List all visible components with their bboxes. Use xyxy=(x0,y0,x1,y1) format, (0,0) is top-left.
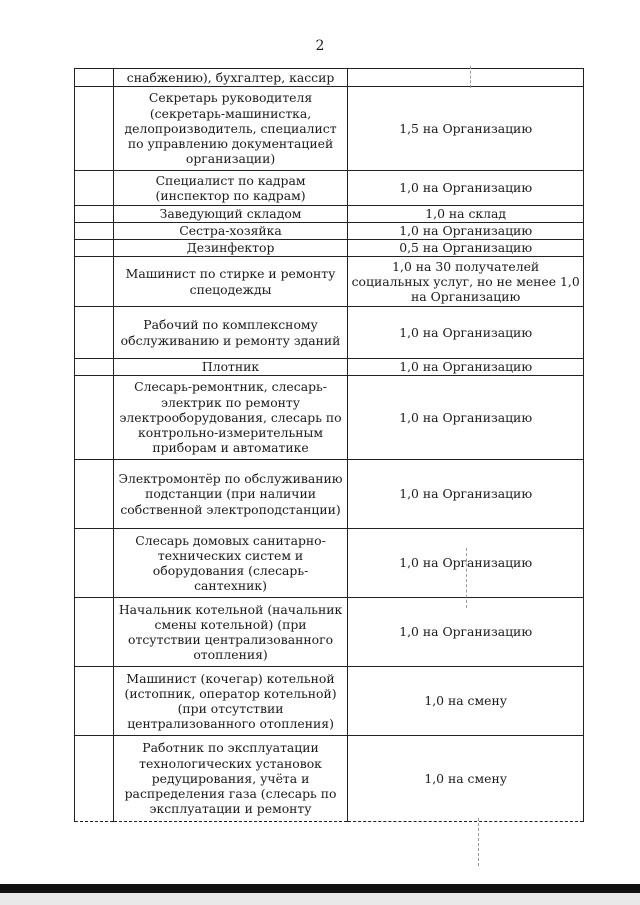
norm-cell: 1,0 на смену xyxy=(348,667,584,736)
position-cell: Слесарь-ремонтник, слесарь-электрик по ремонту электрооборудования, слесарь по контрольно-измерительным приборам и автоматике xyxy=(113,376,348,460)
row-number-cell xyxy=(75,257,114,307)
row-number-cell xyxy=(75,529,114,598)
norm-cell xyxy=(348,69,584,87)
position-cell: Слесарь домовых санитарно-технических систем и оборудования (слесарь-сантехник) xyxy=(113,529,348,598)
scan-edge-bar xyxy=(0,884,640,893)
table-row xyxy=(75,667,584,736)
table-row xyxy=(75,206,584,223)
position-cell: Плотник xyxy=(113,359,348,376)
norm-cell: 1,0 на 30 получателей социальных услуг, но не менее 1,0 на Организацию xyxy=(348,257,584,307)
norm-cell: 1,0 на Организацию xyxy=(348,307,584,359)
table-row xyxy=(75,307,584,359)
row-number-cell xyxy=(75,460,114,529)
position-cell: Секретарь руководителя (секретарь-машинистка, делопроизводитель, специалист по управлению документацией организации) xyxy=(113,87,348,171)
position-cell: Специалист по кадрам (инспектор по кадрам) xyxy=(113,171,348,206)
table-row xyxy=(75,171,584,206)
scan-artifact-line xyxy=(466,548,467,608)
norm-cell: 1,0 на Организацию xyxy=(348,171,584,206)
norm-cell: 1,0 на Организацию xyxy=(348,598,584,667)
scan-artifact-line xyxy=(470,66,471,88)
position-cell: снабжению), бухгалтер, кассир xyxy=(113,69,348,87)
position-cell: Заведующий складом xyxy=(113,206,348,223)
scan-artifact-line xyxy=(478,818,479,866)
page-number: 2 xyxy=(315,38,325,54)
position-cell: Работник по эксплуатации технологических установок редуцирования, учёта и распределения газа (слесарь по эксплуатации и ремонту xyxy=(113,736,348,822)
table-row xyxy=(75,359,584,376)
norm-cell: 1,5 на Организацию xyxy=(348,87,584,171)
position-cell: Дезинфектор xyxy=(113,240,348,257)
table-row xyxy=(75,460,584,529)
position-cell: Начальник котельной (начальник смены котельной) (при отсутствии централизованного отопления) xyxy=(113,598,348,667)
row-number-cell xyxy=(75,376,114,460)
row-number-cell xyxy=(75,171,114,206)
staffing-norms-table xyxy=(74,68,584,822)
table-row xyxy=(75,69,584,87)
norm-cell: 1,0 на Организацию xyxy=(348,529,584,598)
scan-edge-shadow xyxy=(0,893,640,905)
row-number-cell xyxy=(75,69,114,87)
position-cell: Сестра-хозяйка xyxy=(113,223,348,240)
row-number-cell xyxy=(75,87,114,171)
norm-cell: 1,0 на склад xyxy=(348,206,584,223)
row-number-cell xyxy=(75,598,114,667)
row-number-cell xyxy=(75,667,114,736)
table-row xyxy=(75,736,584,822)
table-row xyxy=(75,240,584,257)
row-number-cell xyxy=(75,223,114,240)
row-number-cell xyxy=(75,736,114,822)
position-cell: Электромонтёр по обслуживанию подстанции (при наличии собственной электроподстанции) xyxy=(113,460,348,529)
position-cell: Машинист по стирке и ремонту спецодежды xyxy=(113,257,348,307)
table-row xyxy=(75,376,584,460)
norm-cell: 1,0 на смену xyxy=(348,736,584,822)
norm-cell: 1,0 на Организацию xyxy=(348,460,584,529)
table-row xyxy=(75,87,584,171)
table-row xyxy=(75,598,584,667)
table-row xyxy=(75,529,584,598)
row-number-cell xyxy=(75,359,114,376)
norm-cell: 1,0 на Организацию xyxy=(348,223,584,240)
position-cell: Рабочий по комплексному обслуживанию и ремонту зданий xyxy=(113,307,348,359)
norm-cell: 1,0 на Организацию xyxy=(348,376,584,460)
norm-cell: 1,0 на Организацию xyxy=(348,359,584,376)
row-number-cell xyxy=(75,240,114,257)
norm-cell: 0,5 на Организацию xyxy=(348,240,584,257)
table-row xyxy=(75,223,584,240)
position-cell: Машинист (кочегар) котельной (истопник, оператор котельной) (при отсутствии централизованного отопления) xyxy=(113,667,348,736)
table-row xyxy=(75,257,584,307)
row-number-cell xyxy=(75,307,114,359)
row-number-cell xyxy=(75,206,114,223)
